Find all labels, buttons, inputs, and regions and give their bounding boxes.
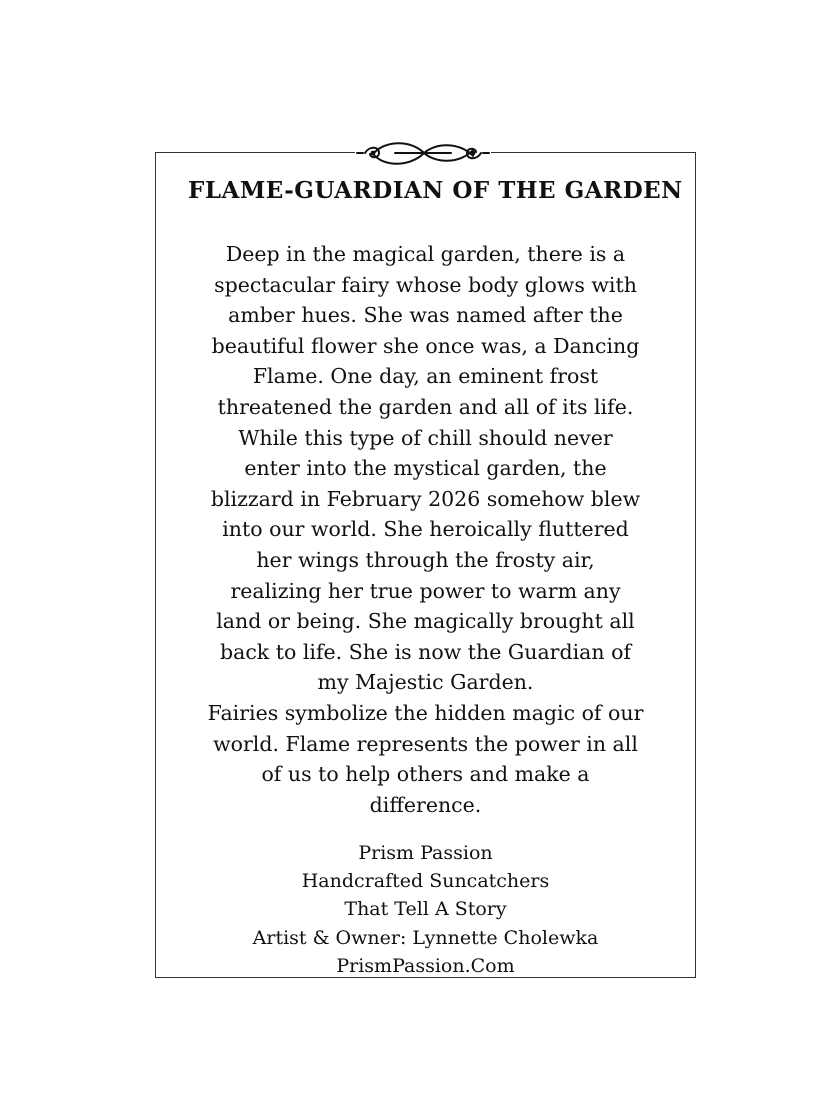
story-line: Fairies symbolize the hidden magic of our (207, 700, 644, 725)
story-line: my Majestic Garden. (317, 670, 534, 695)
story-line: Flame. One day, an eminent frost (252, 364, 599, 389)
story-line: realizing her true power to warm any (230, 578, 621, 603)
tagline-line-2: That Tell A Story (344, 898, 507, 921)
story-line: into our world. She heroically fluttered (222, 517, 629, 542)
website-text: PrismPassion.Com (336, 954, 515, 977)
story-line: spectacular fairy whose body glows with (214, 272, 637, 297)
story-line: While this type of chill should never (238, 425, 613, 450)
brand-name: Prism Passion (358, 842, 493, 864)
story-line: amber hues. She was named after the (228, 303, 623, 328)
story-line: her wings through the frosty air, (256, 547, 595, 572)
story-line: land or being. She magically brought all (216, 609, 635, 634)
story-line: beautiful flower she once was, a Dancing (211, 333, 640, 358)
story-card (155, 152, 696, 978)
story-line: world. Flame represents the power in all (213, 731, 638, 756)
scroll-flourish-icon (355, 130, 491, 176)
story-line: Deep in the magical garden, there is a (225, 242, 626, 266)
story-line: difference. (369, 792, 482, 817)
story-line: blizzard in February 2026 somehow blew (210, 486, 641, 511)
story-line: threatened the garden and all of its life. (217, 394, 634, 419)
card-title: FLAME-GUARDIAN OF THE GARDEN (188, 177, 683, 204)
story-line: of us to help others and make a (261, 762, 590, 787)
artist-credit: Artist & Owner: Lynnette Cholewka (252, 926, 599, 949)
story-line: enter into the mystical garden, the (244, 456, 607, 481)
story-line: back to life. She is now the Guardian of (219, 639, 632, 664)
tagline-line-1: Handcrafted Suncatchers (301, 870, 550, 893)
credits-block (166, 839, 685, 980)
story-text (176, 239, 675, 820)
